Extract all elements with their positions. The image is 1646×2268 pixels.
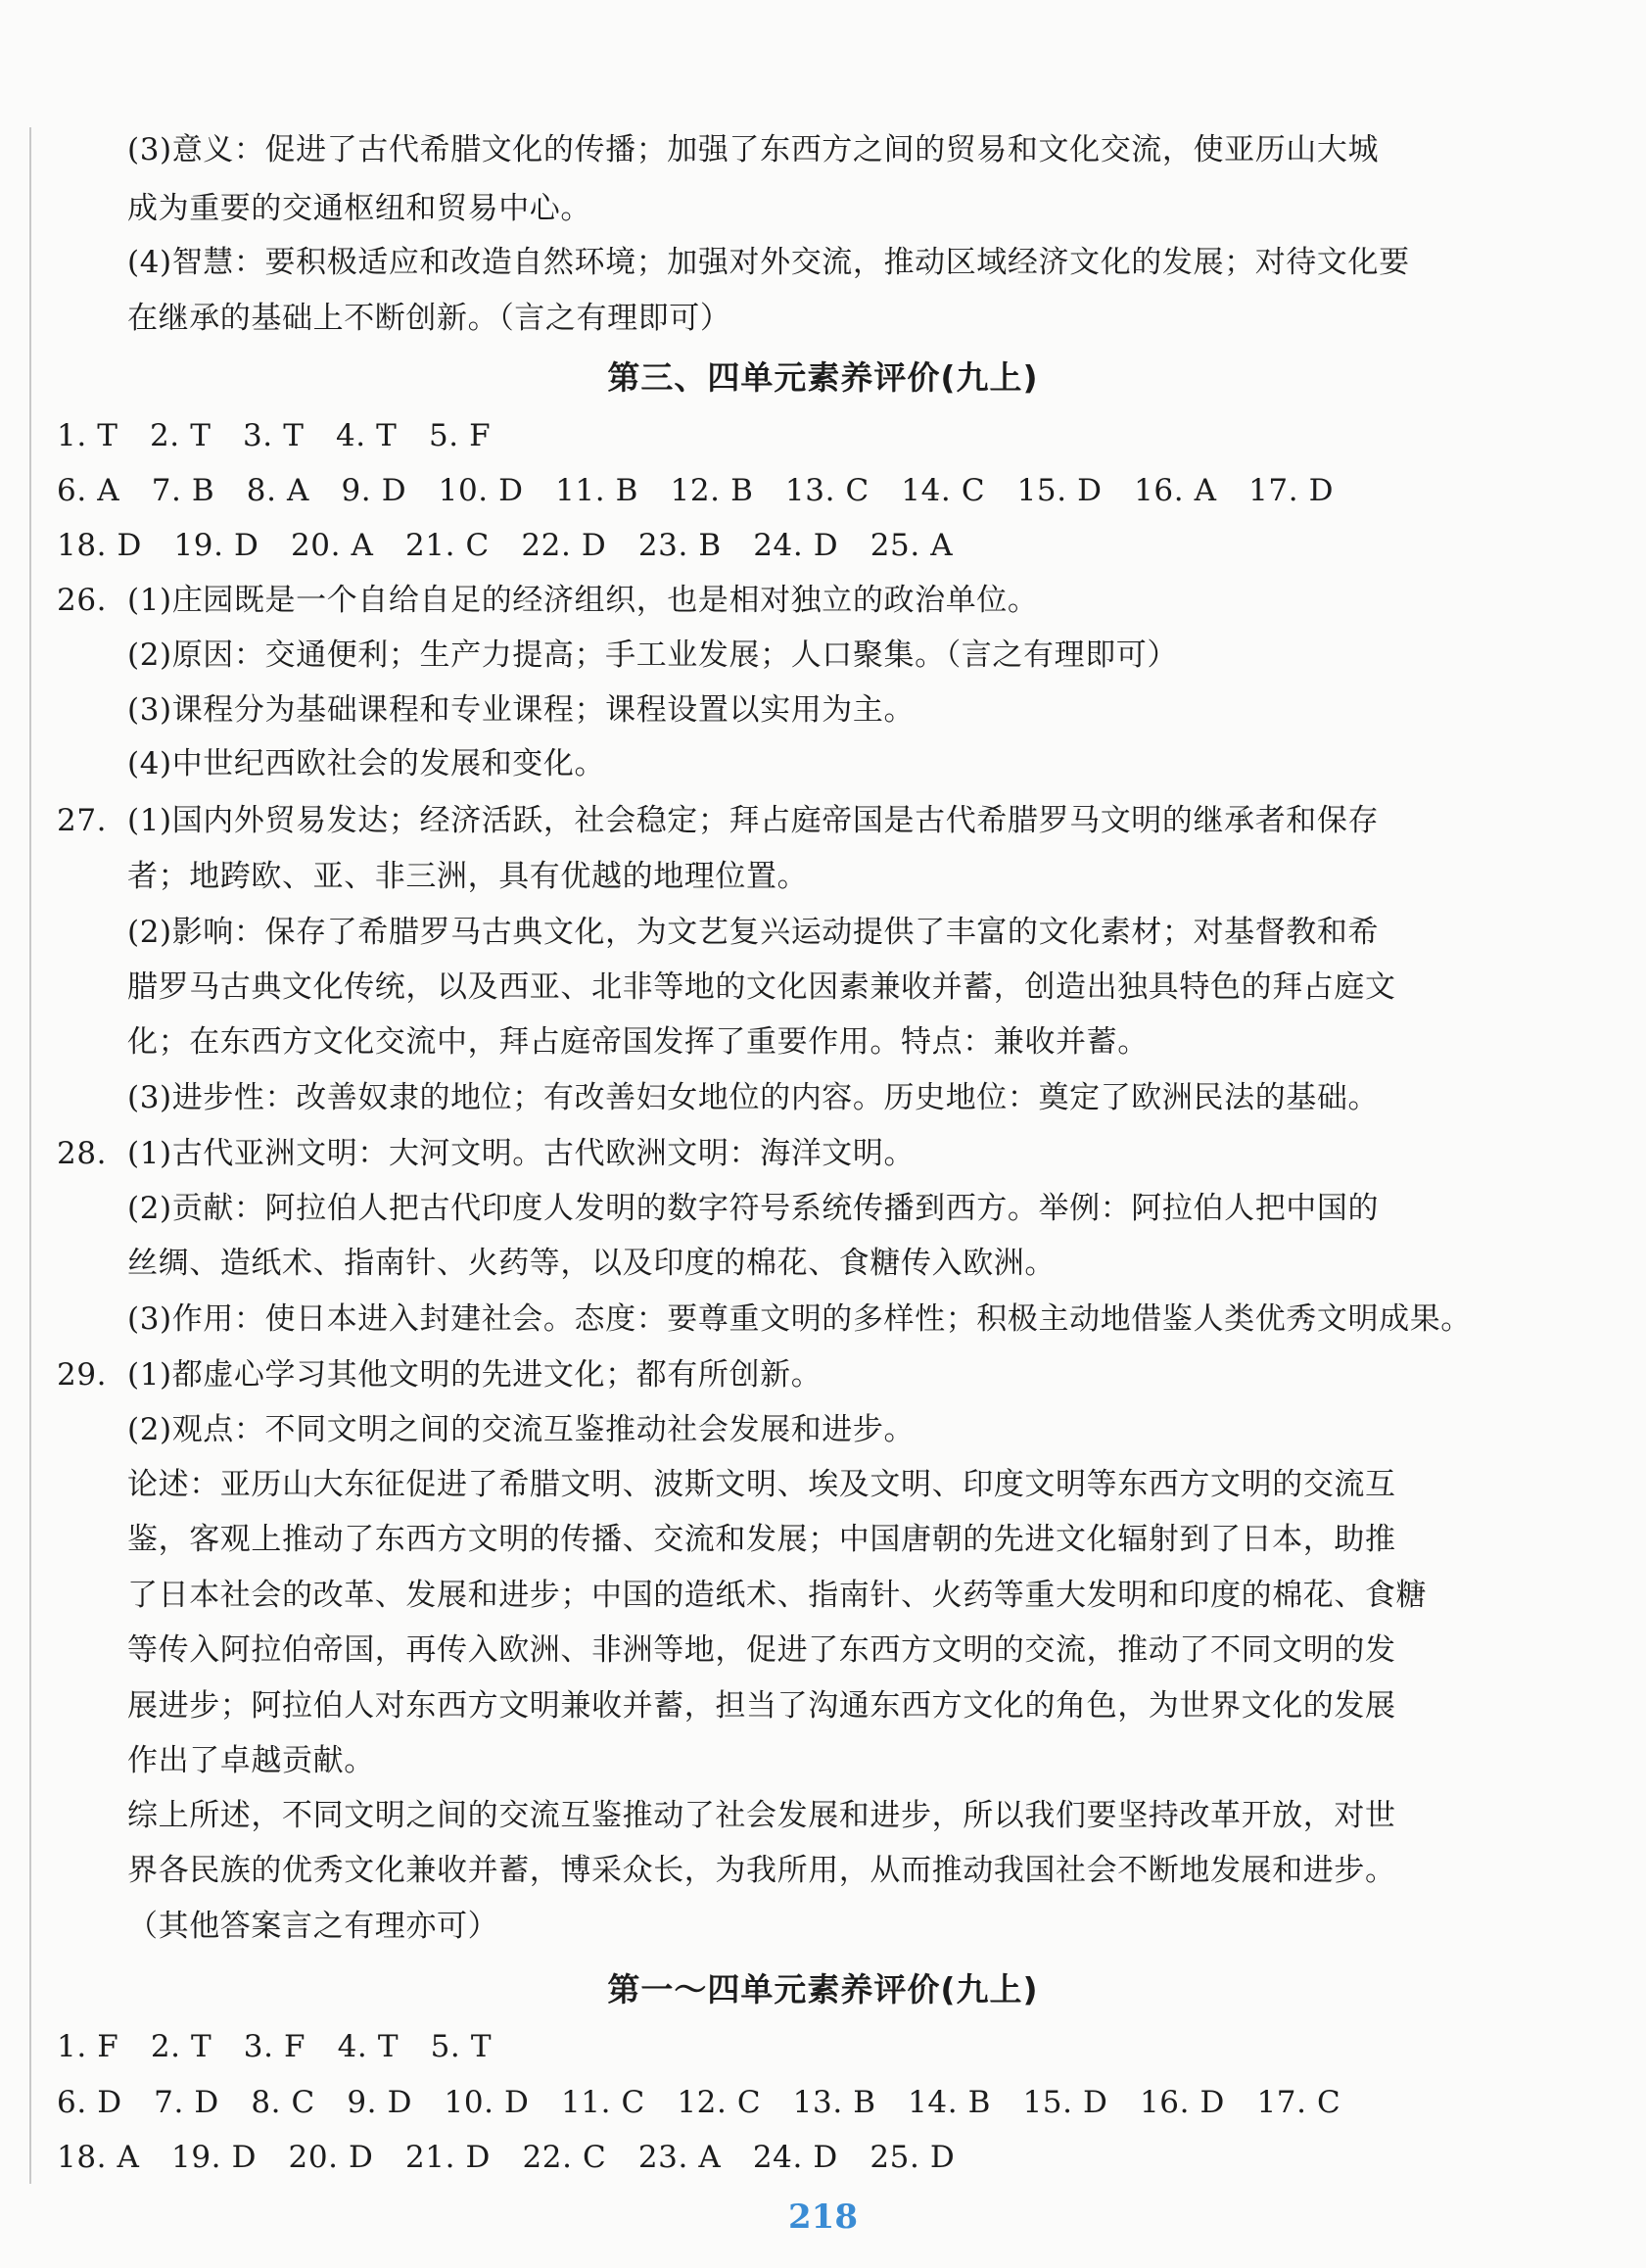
text-line: 了日本社会的改革、发展和进步；中国的造纸术、指南针、火药等重大发明和印度的棉花、食糖	[127, 1578, 1428, 1613]
answer-item: 5. F	[428, 418, 492, 453]
answer-item: 25. A	[870, 528, 954, 563]
text-line: (3)意义：促进了古代希腊文化的传播；加强了东西方之间的贸易和文化交流，使亚历山大城	[127, 132, 1380, 167]
text-line: 化；在东西方文化交流中，拜占庭帝国发挥了重要作用。特点：兼收并蓄。	[127, 1024, 1149, 1060]
answer-item: 4. T	[337, 2029, 400, 2064]
answer-item: 21. D	[404, 2140, 491, 2175]
answer-item: 18. A	[57, 2140, 140, 2175]
answer-item: 25. D	[870, 2140, 956, 2175]
text-line: （其他答案言之有理亦可）	[127, 1909, 499, 1944]
answer-item: 2. T	[150, 2029, 212, 2064]
mc-answers-row	[57, 526, 953, 565]
text-line: (3)课程分为基础课程和专业课程；课程设置以实用为主。	[127, 692, 916, 728]
text-line: 界各民族的优秀文化兼收并蓄，博采众长，为我所用，从而推动我国社会不断地发展和进步。	[127, 1853, 1396, 1888]
tf-answers-row	[57, 2027, 492, 2066]
answer-item: 8. A	[246, 473, 309, 508]
answer-item: 22. D	[521, 528, 607, 563]
text-line: 综上所述，不同文明之间的交流互鉴推动了社会发展和进步，所以我们要坚持改革开放，对世	[127, 1798, 1396, 1833]
question-number: 26.	[57, 583, 108, 618]
answer-item: 15. D	[1016, 473, 1103, 508]
text-line: 丝绸、造纸术、指南针、火药等，以及印度的棉花、食糖传入欧洲。	[127, 1246, 1056, 1281]
answer-item: 24. D	[752, 2140, 838, 2175]
text-line: (2)贡献：阿拉伯人把古代印度人发明的数字符号系统传播到西方。举例：阿拉伯人把中国的	[127, 1191, 1380, 1226]
answer-item: 3. F	[243, 2029, 306, 2064]
text-line: (3)进步性：改善奴隶的地位；有改善妇女地位的内容。历史地位：奠定了欧洲民法的基础。	[127, 1080, 1380, 1115]
answer-item: 8. C	[251, 2085, 315, 2120]
text-line: (4)智慧：要积极适应和改造自然环境；加强对外交流，推动区域经济文化的发展；对待文化要	[127, 245, 1410, 280]
answer-item: 16. A	[1134, 473, 1217, 508]
text-line: (2)原因：交通便利；生产力提高；手工业发展；人口聚集。（言之有理即可）	[127, 638, 1179, 673]
answer-item: 9. D	[341, 473, 407, 508]
answer-item: 18. D	[57, 528, 143, 563]
tf-answers-row	[57, 416, 491, 455]
answer-item: 13. B	[792, 2085, 876, 2120]
answer-item: 17. D	[1248, 473, 1335, 508]
question-number: 28.	[57, 1136, 108, 1171]
answer-item: 24. D	[753, 528, 839, 563]
answer-item: 15. D	[1022, 2085, 1108, 2120]
text-line: 等传入阿拉伯帝国，再传入欧洲、非洲等地，促进了东西方文明的交流，推动了不同文明的发	[127, 1632, 1396, 1668]
answer-item: 20. A	[290, 528, 374, 563]
text-line: 者；地跨欧、亚、非三洲，具有优越的地理位置。	[127, 859, 809, 894]
text-line: (1)国内外贸易发达；经济活跃，社会稳定；拜占庭帝国是古代希腊罗马文明的继承者和保存	[127, 803, 1380, 838]
answer-item: 10. D	[438, 473, 524, 508]
text-line: 作出了卓越贡献。	[127, 1743, 375, 1778]
section-title: 第三、四单元素养评价(九上)	[607, 358, 1039, 397]
answer-item: 21. C	[404, 528, 490, 563]
answer-item: 9. D	[347, 2085, 413, 2120]
answer-item: 14. C	[901, 473, 986, 508]
answer-item: 4. T	[335, 418, 398, 453]
answer-item: 20. D	[288, 2140, 374, 2175]
answer-item: 14. B	[908, 2085, 992, 2120]
answer-item: 19. D	[171, 2140, 258, 2175]
text-line: (3)作用：使日本进入封建社会。态度：要尊重文明的多样性；积极主动地借鉴人类优秀文明成果。	[127, 1301, 1472, 1337]
answer-item: 12. B	[670, 473, 754, 508]
answer-item: 17. C	[1256, 2085, 1341, 2120]
text-line: (4)中世纪西欧社会的发展和变化。	[127, 746, 606, 781]
answer-item: 23. B	[637, 528, 722, 563]
answer-item: 11. C	[560, 2085, 645, 2120]
page-number: 218	[788, 2197, 858, 2237]
answer-item: 19. D	[173, 528, 259, 563]
answer-item: 22. C	[522, 2140, 607, 2175]
answer-item: 10. D	[444, 2085, 530, 2120]
text-line: 成为重要的交通枢纽和贸易中心。	[127, 191, 591, 226]
answer-item: 6. A	[57, 473, 120, 508]
text-line: 在继承的基础上不断创新。（言之有理即可）	[127, 301, 731, 336]
text-line: 腊罗马古典文化传统，以及西亚、北非等地的文化因素兼收并蓄，创造出独具特色的拜占庭文	[127, 969, 1396, 1005]
answer-item: 1. F	[57, 2029, 119, 2064]
answer-item: 23. A	[637, 2140, 722, 2175]
text-line: (1)庄园既是一个自给自足的经济组织，也是相对独立的政治单位。	[127, 583, 1039, 618]
answer-item: 16. D	[1139, 2085, 1225, 2120]
answer-item: 1. T	[57, 418, 118, 453]
answer-item: 7. D	[154, 2085, 219, 2120]
text-line: (1)古代亚洲文明：大河文明。古代欧洲文明：海洋文明。	[127, 1136, 916, 1171]
mc-answers-row	[57, 2138, 955, 2177]
question-number: 27.	[57, 803, 108, 838]
text-line: 鉴，客观上推动了东西方文明的传播、交流和发展；中国唐朝的先进文化辐射到了日本，助推	[127, 1522, 1396, 1557]
answer-item: 5. T	[430, 2029, 493, 2064]
mc-answers-row	[57, 2083, 1340, 2122]
text-line: 论述：亚历山大东征促进了希腊文明、波斯文明、埃及文明、印度文明等东西方文明的交流互	[127, 1467, 1396, 1502]
answer-item: 2. T	[149, 418, 212, 453]
answer-item: 11. B	[555, 473, 639, 508]
text-line: (2)观点：不同文明之间的交流互鉴推动社会发展和进步。	[127, 1412, 916, 1447]
mc-answers-row	[57, 471, 1334, 510]
question-number: 29.	[57, 1357, 108, 1393]
section-title: 第一～四单元素养评价(九上)	[607, 1970, 1039, 2008]
answer-item: 13. C	[784, 473, 870, 508]
text-line: (1)都虚心学习其他文明的先进文化；都有所创新。	[127, 1357, 823, 1393]
answer-item: 3. T	[242, 418, 305, 453]
answer-item: 12. C	[677, 2085, 762, 2120]
text-line: 展进步；阿拉伯人对东西方文明兼收并蓄，担当了沟通东西方文化的角色，为世界文化的发展	[127, 1688, 1396, 1724]
answer-item: 6. D	[57, 2085, 122, 2120]
answer-item: 7. B	[151, 473, 215, 508]
text-line: (2)影响：保存了希腊罗马古典文化，为文艺复兴运动提供了丰富的文化素材；对基督教和希	[127, 915, 1380, 950]
